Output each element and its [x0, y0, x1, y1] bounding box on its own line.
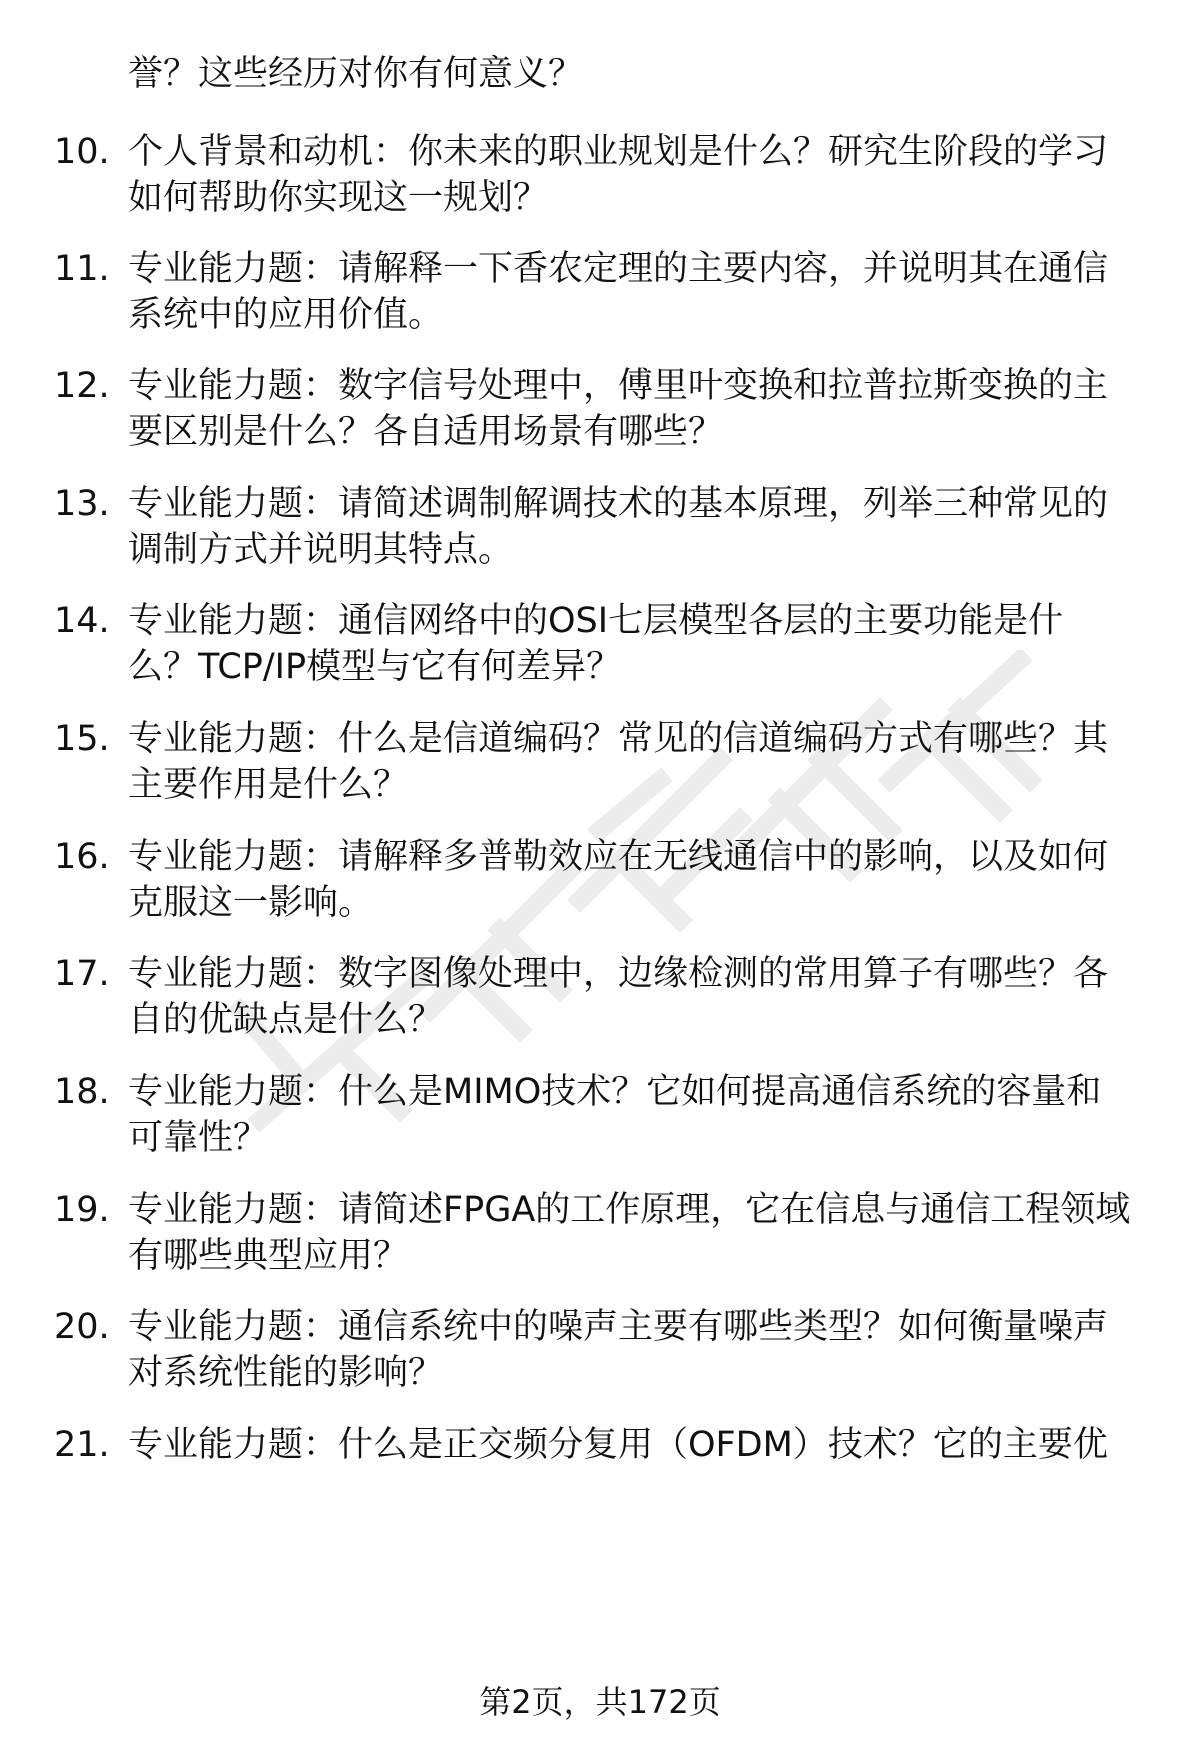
item-line-1: 专业能力题：请解释多普勒效应在无线通信中的影响，以及如何	[128, 837, 1109, 877]
item-number: 21.	[54, 1425, 110, 1465]
item-line-2: 对系统性能的影响？	[128, 1353, 444, 1393]
item-line-2: 有哪些典型应用？	[128, 1236, 409, 1276]
item-line-1: 专业能力题：什么是MIMO技术？它如何提高通信系统的容量和	[128, 1072, 1102, 1112]
item-line-2: 调制方式并说明其特点。	[128, 530, 514, 570]
item-line-2: 要区别是什么？各自适用场景有哪些？	[128, 412, 724, 452]
item-number: 13.	[54, 484, 110, 524]
item-line-2: 系统中的应用价值。	[128, 295, 444, 335]
item-line-2: 自的优缺点是什么？	[128, 1000, 444, 1040]
item-number: 17.	[54, 954, 110, 994]
item-number: 18.	[54, 1072, 110, 1112]
item-line-2: 如何帮助你实现这一规划？	[128, 178, 549, 218]
item-line-1: 专业能力题：请简述调制解调技术的基本原理，列举三种常见的	[128, 484, 1109, 524]
item-number: 19.	[54, 1190, 110, 1230]
page-footer: 第2页，共172页	[479, 1683, 721, 1721]
item-line-1: 专业能力题：通信网络中的OSI七层模型各层的主要功能是什	[128, 601, 1064, 641]
continuation-line: 誉？这些经历对你有何意义？	[128, 54, 584, 94]
item-number: 16.	[54, 837, 110, 877]
item-number: 14.	[54, 601, 110, 641]
item-number: 15.	[54, 719, 110, 759]
item-line-2: 么？TCP/IP模型与它有何差异？	[128, 647, 622, 687]
item-line-1: 专业能力题：什么是正交频分复用（OFDM）技术？它的主要优	[128, 1425, 1108, 1465]
item-line-1: 专业能力题：数字图像处理中，边缘检测的常用算子有哪些？各	[128, 954, 1109, 994]
item-line-1: 专业能力题：通信系统中的噪声主要有哪些类型？如何衡量噪声	[128, 1307, 1109, 1347]
item-line-1: 专业能力题：请简述FPGA的工作原理，它在信息与通信工程领域	[128, 1190, 1131, 1230]
item-line-2: 克服这一影响。	[128, 883, 374, 923]
item-line-2: 主要作用是什么？	[128, 765, 409, 805]
item-number: 11.	[54, 249, 110, 289]
item-number: 12.	[54, 366, 110, 406]
item-line-1: 个人背景和动机：你未来的职业规划是什么？研究生阶段的学习	[128, 132, 1109, 172]
item-line-1: 专业能力题：请解释一下香农定理的主要内容，并说明其在通信	[128, 249, 1109, 289]
item-number: 10.	[54, 132, 110, 172]
item-line-2: 可靠性？	[128, 1118, 269, 1158]
item-line-1: 专业能力题：什么是信道编码？常见的信道编码方式有哪些？其	[128, 719, 1109, 759]
item-line-1: 专业能力题：数字信号处理中，傅里叶变换和拉普拉斯变换的主	[128, 366, 1109, 406]
item-number: 20.	[54, 1307, 110, 1347]
